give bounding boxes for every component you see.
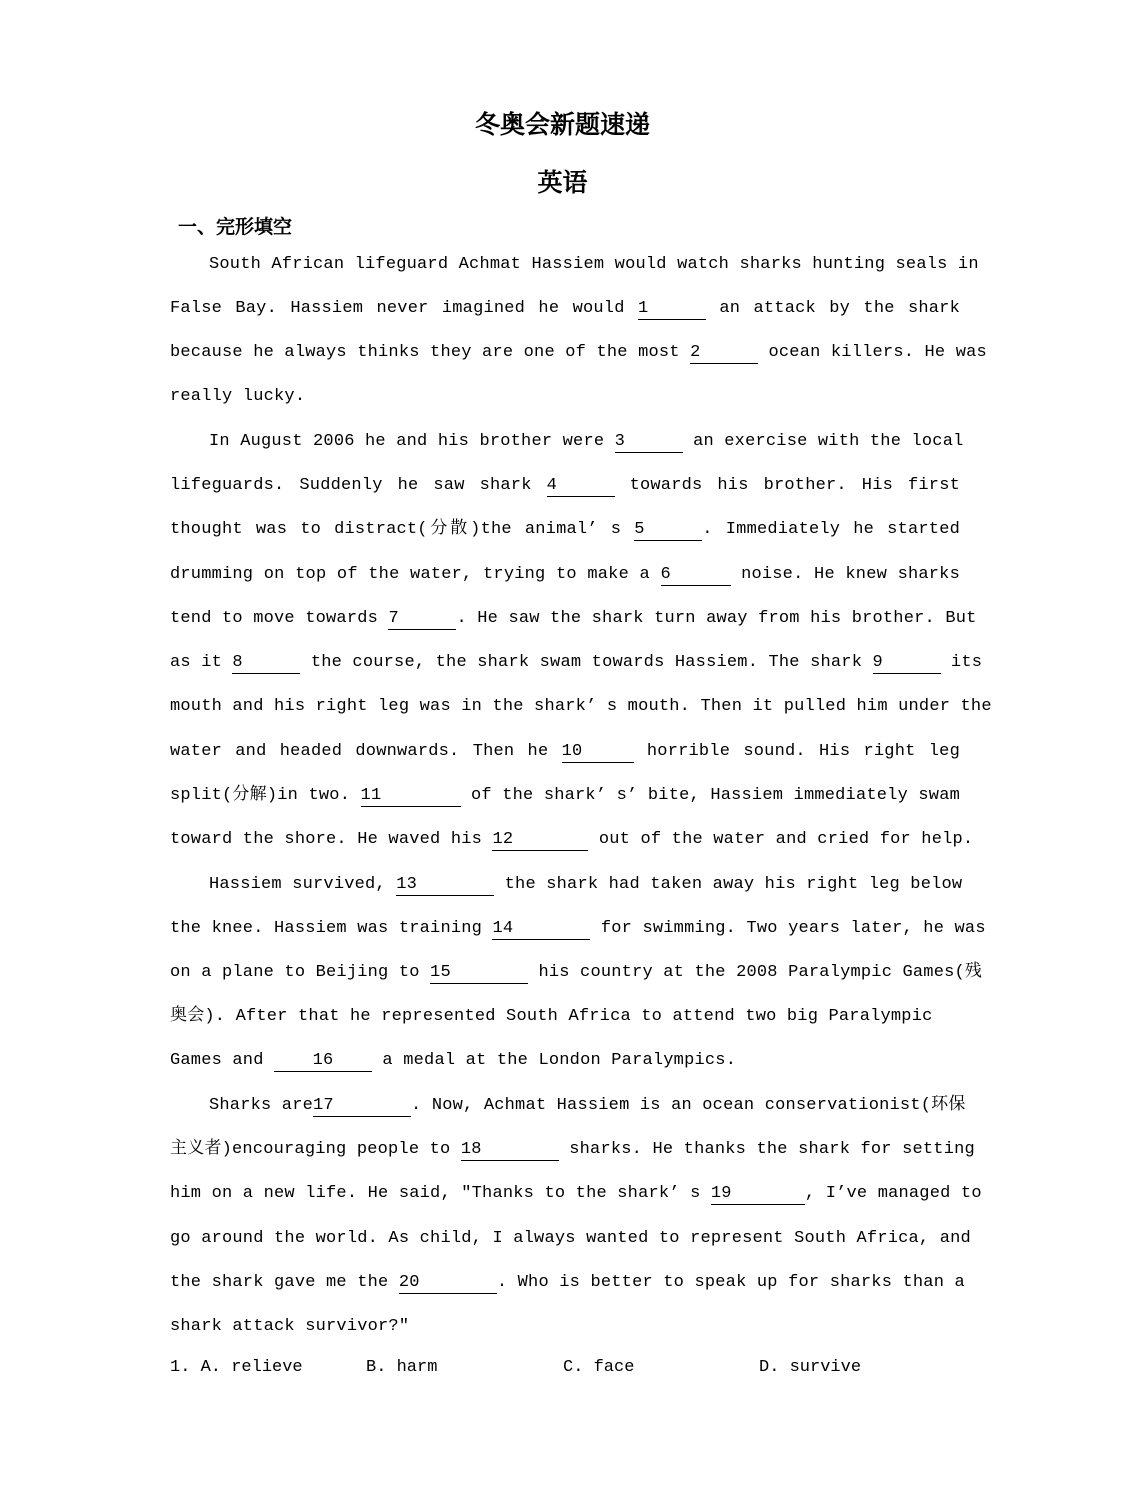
answer-blank: 11: [361, 786, 461, 807]
page-title: 冬奥会新题速递: [474, 110, 650, 139]
passage-line: Games and 16 a medal at the London Paralympics.: [170, 1051, 737, 1070]
passage-line: as it 8 the course, the shark swam towards Hassiem. The shark 9 its: [170, 653, 983, 672]
passage-line: South African lifeguard Achmat Hassiem would watch sharks hunting seals in: [209, 255, 979, 274]
passage-line: 主义者)encouraging people to 18 sharks. He thanks the shark for setting: [170, 1140, 975, 1159]
answer-blank: 1: [638, 299, 706, 320]
passage-line: shark attack survivor?": [170, 1317, 410, 1336]
answer-blank: 2: [690, 343, 758, 364]
answer-blank: 13: [396, 875, 494, 896]
answer-blank: 15: [430, 963, 528, 984]
answer-blank: 6: [661, 565, 731, 586]
passage-line: Hassiem survived, 13 the shark had taken away his right leg below: [209, 875, 963, 894]
passage-line: the shark gave me the 20 . Who is better to speak up for sharks than a: [170, 1273, 965, 1292]
answer-blank: 18: [461, 1140, 559, 1161]
option-c: C. face: [563, 1358, 635, 1377]
passage-line: toward the shore. He waved his 12 out of the water and cried for help.: [170, 830, 974, 849]
passage-line: 奥会). After that he represented South Africa to attend two big Paralympic: [170, 1007, 933, 1026]
subject-title: 英语: [537, 168, 588, 197]
passage-line: mouth and his right leg was in the shark’ s mouth. Then it pulled him under the: [170, 697, 992, 716]
answer-blank: 9: [873, 653, 941, 674]
passage-line: on a plane to Beijing to 15 his country at the 2008 Paralympic Games(残: [170, 963, 983, 982]
answer-blank: 4: [547, 476, 615, 497]
passage-line: water and headed downwards. Then he 10 horrible sound. His right leg: [170, 742, 960, 761]
passage-line: go around the world. As child, I always wanted to represent South Africa, and: [170, 1229, 971, 1248]
answer-blank: 5: [634, 520, 702, 541]
passage-line: drumming on top of the water, trying to make a 6 noise. He knew sharks: [170, 565, 960, 584]
passage-line: split(分解)in two. 11 of the shark’ s’ bite, Hassiem immediately swam: [170, 786, 960, 805]
passage-line: him on a new life. He said, "Thanks to the shark’ s 19 , I’ve managed to: [170, 1184, 982, 1203]
answer-blank: 20: [399, 1273, 497, 1294]
passage-line: because he always thinks they are one of the most 2 ocean killers. He was: [170, 343, 987, 362]
answer-blank: 12: [492, 830, 588, 851]
passage-line: lifeguards. Suddenly he saw shark 4 towards his brother. His first: [170, 476, 960, 495]
passage-line: In August 2006 he and his brother were 3 an exercise with the local: [209, 432, 964, 451]
option-a: 1. A. relieve: [170, 1358, 303, 1377]
answer-blank: 19: [711, 1184, 805, 1205]
answer-blank: 10: [562, 742, 634, 763]
answer-blank: 14: [492, 919, 590, 940]
passage-line: Sharks are17 . Now, Achmat Hassiem is an ocean conservationist(环保: [209, 1096, 966, 1115]
answer-blank: 16: [274, 1051, 372, 1072]
answer-blank: 8: [232, 653, 300, 674]
option-d: D. survive: [759, 1358, 862, 1377]
passage-line: thought was to distract(分散)the animal’ s 5 . Immediately he started: [170, 520, 960, 539]
answer-blank: 3: [615, 432, 683, 453]
passage-line: False Bay. Hassiem never imagined he would 1 an attack by the shark: [170, 299, 960, 318]
answer-blank: 7: [388, 609, 456, 630]
section-heading: 一、完形填空: [178, 216, 293, 238]
answer-blank: 17: [313, 1096, 411, 1117]
passage-line: the knee. Hassiem was training 14 for swimming. Two years later, he was: [170, 919, 986, 938]
passage-line: really lucky.: [170, 387, 306, 406]
option-b: B. harm: [366, 1358, 438, 1377]
passage-line: tend to move towards 7 . He saw the shark turn away from his brother. But: [170, 609, 977, 628]
